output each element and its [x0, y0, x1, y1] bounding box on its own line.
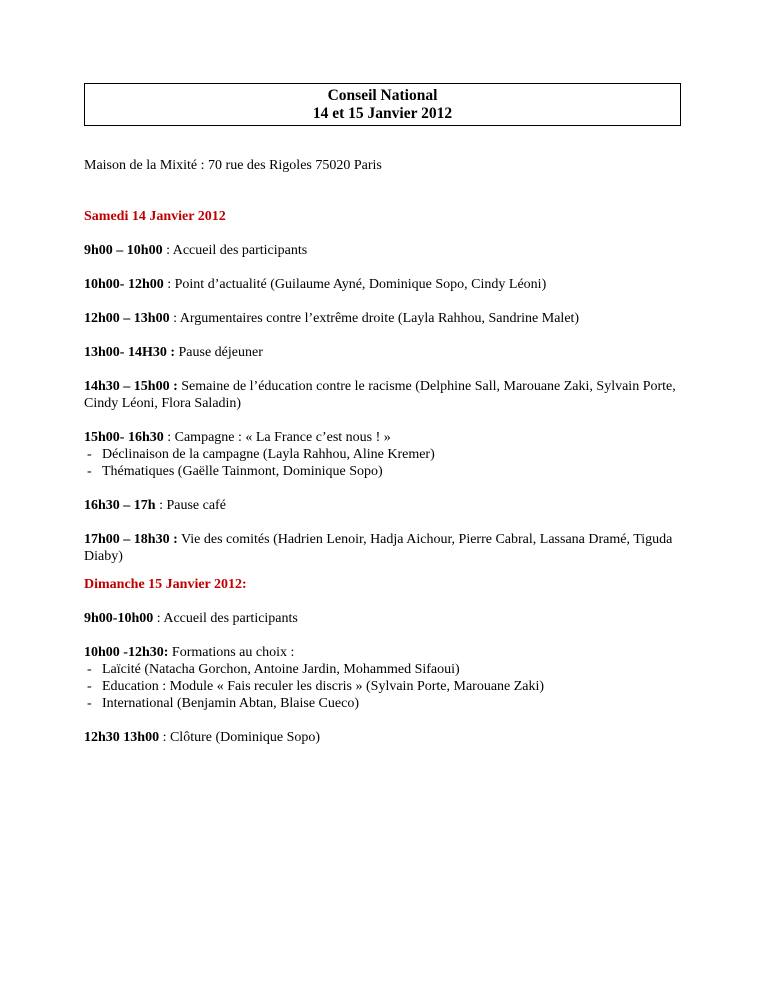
agenda-text: Campagne : « La France c’est nous ! »	[174, 430, 391, 445]
sub-list-item: - International (Benjamin Abtan, Blaise Cueco)	[87, 696, 359, 711]
title-line-1: Conseil National	[327, 87, 438, 104]
agenda-time: 14h30 – 15h00 :	[84, 379, 178, 394]
sub-list-item: - Education : Module « Fais reculer les discris » (Sylvain Porte, Marouane Zaki)	[87, 679, 545, 694]
day2-heading: Dimanche 15 Janvier 2012:	[84, 577, 247, 592]
agenda-item: 9h00-10h00 : Accueil des participants	[84, 611, 298, 626]
agenda-item: 10h00- 12h00 : Point d’actualité (Guilaume Ayné, Dominique Sopo, Cindy Léoni)	[84, 277, 547, 292]
agenda-text: Point d’actualité (Guilaume Ayné, Dominique Sopo, Cindy Léoni)	[174, 277, 547, 292]
day1-heading: Samedi 14 Janvier 2012	[84, 209, 226, 224]
agenda-time: 15h00- 16h30	[84, 430, 164, 445]
sub-list-item: - Déclinaison de la campagne (Layla Rahhou, Aline Kremer)	[87, 447, 435, 462]
agenda-item: 16h30 – 17h : Pause café	[84, 498, 226, 513]
sub-list-item: - Thématiques (Gaëlle Tainmont, Dominique Sopo)	[87, 464, 383, 479]
sub-list	[84, 661, 684, 712]
agenda-item	[84, 378, 684, 412]
title-box	[84, 83, 681, 126]
agenda-text: Argumentaires contre l’extrême droite (Layla Rahhou, Sandrine Malet)	[179, 311, 580, 326]
agenda-text: Accueil des participants	[163, 611, 298, 626]
agenda-item: 12h30 13h00 : Clôture (Dominique Sopo)	[84, 730, 321, 745]
venue: Maison de la Mixité : 70 rue des Rigoles 75020 Paris	[84, 158, 382, 173]
agenda-time: 10h00 -12h30:	[84, 645, 169, 660]
agenda-text: Formations au choix :	[171, 645, 295, 660]
agenda-time: 17h00 – 18h30 :	[84, 532, 178, 547]
agenda-time: 9h00 – 10h00	[84, 243, 163, 258]
agenda-time: 13h00- 14H30 :	[84, 345, 175, 360]
agenda-text: Pause café	[166, 498, 226, 513]
agenda-time: 9h00-10h00	[84, 611, 154, 626]
agenda-text: Semaine de l’éducation contre le racisme (Delphine Sall, Marouane Zaki, Sylvain Porte, Cindy Léoni, Flora Saladin)	[84, 379, 676, 411]
agenda-item	[84, 344, 684, 361]
agenda-item: 9h00 – 10h00 : Accueil des participants	[84, 243, 308, 258]
agenda-text: Vie des comités (Hadrien Lenoir, Hadja Aichour, Pierre Cabral, Lassana Dramé, Tiguda Diaby)	[84, 532, 673, 564]
agenda-item	[84, 644, 684, 712]
title-line-2: 14 et 15 Janvier 2012	[312, 105, 453, 122]
sub-list-item: - Laïcité (Natacha Gorchon, Antoine Jardin, Mohammed Sifaoui)	[87, 662, 460, 677]
agenda-text: Accueil des participants	[172, 243, 308, 258]
agenda-time: 16h30 – 17h	[84, 498, 156, 513]
agenda-text: Pause déjeuner	[178, 345, 263, 360]
agenda-item: 15h00- 16h30 : Campagne : « La France c’est nous ! » - Déclinaison de la campagne (Layla Rahhou, Aline Kremer) - Thématiques (Gaëlle Tainmont, Dominique Sopo)	[84, 429, 684, 480]
program-content	[84, 157, 684, 746]
agenda-time: 10h00- 12h00	[84, 277, 164, 292]
agenda-time: 12h00 – 13h00	[84, 311, 170, 326]
agenda-item: 12h00 – 13h00 : Argumentaires contre l’extrême droite (Layla Rahhou, Sandrine Malet)	[84, 311, 580, 326]
agenda-text: Clôture (Dominique Sopo)	[169, 730, 321, 745]
sub-list	[84, 446, 684, 480]
agenda-time: 12h30 13h00	[84, 730, 160, 745]
agenda-item	[84, 531, 684, 565]
